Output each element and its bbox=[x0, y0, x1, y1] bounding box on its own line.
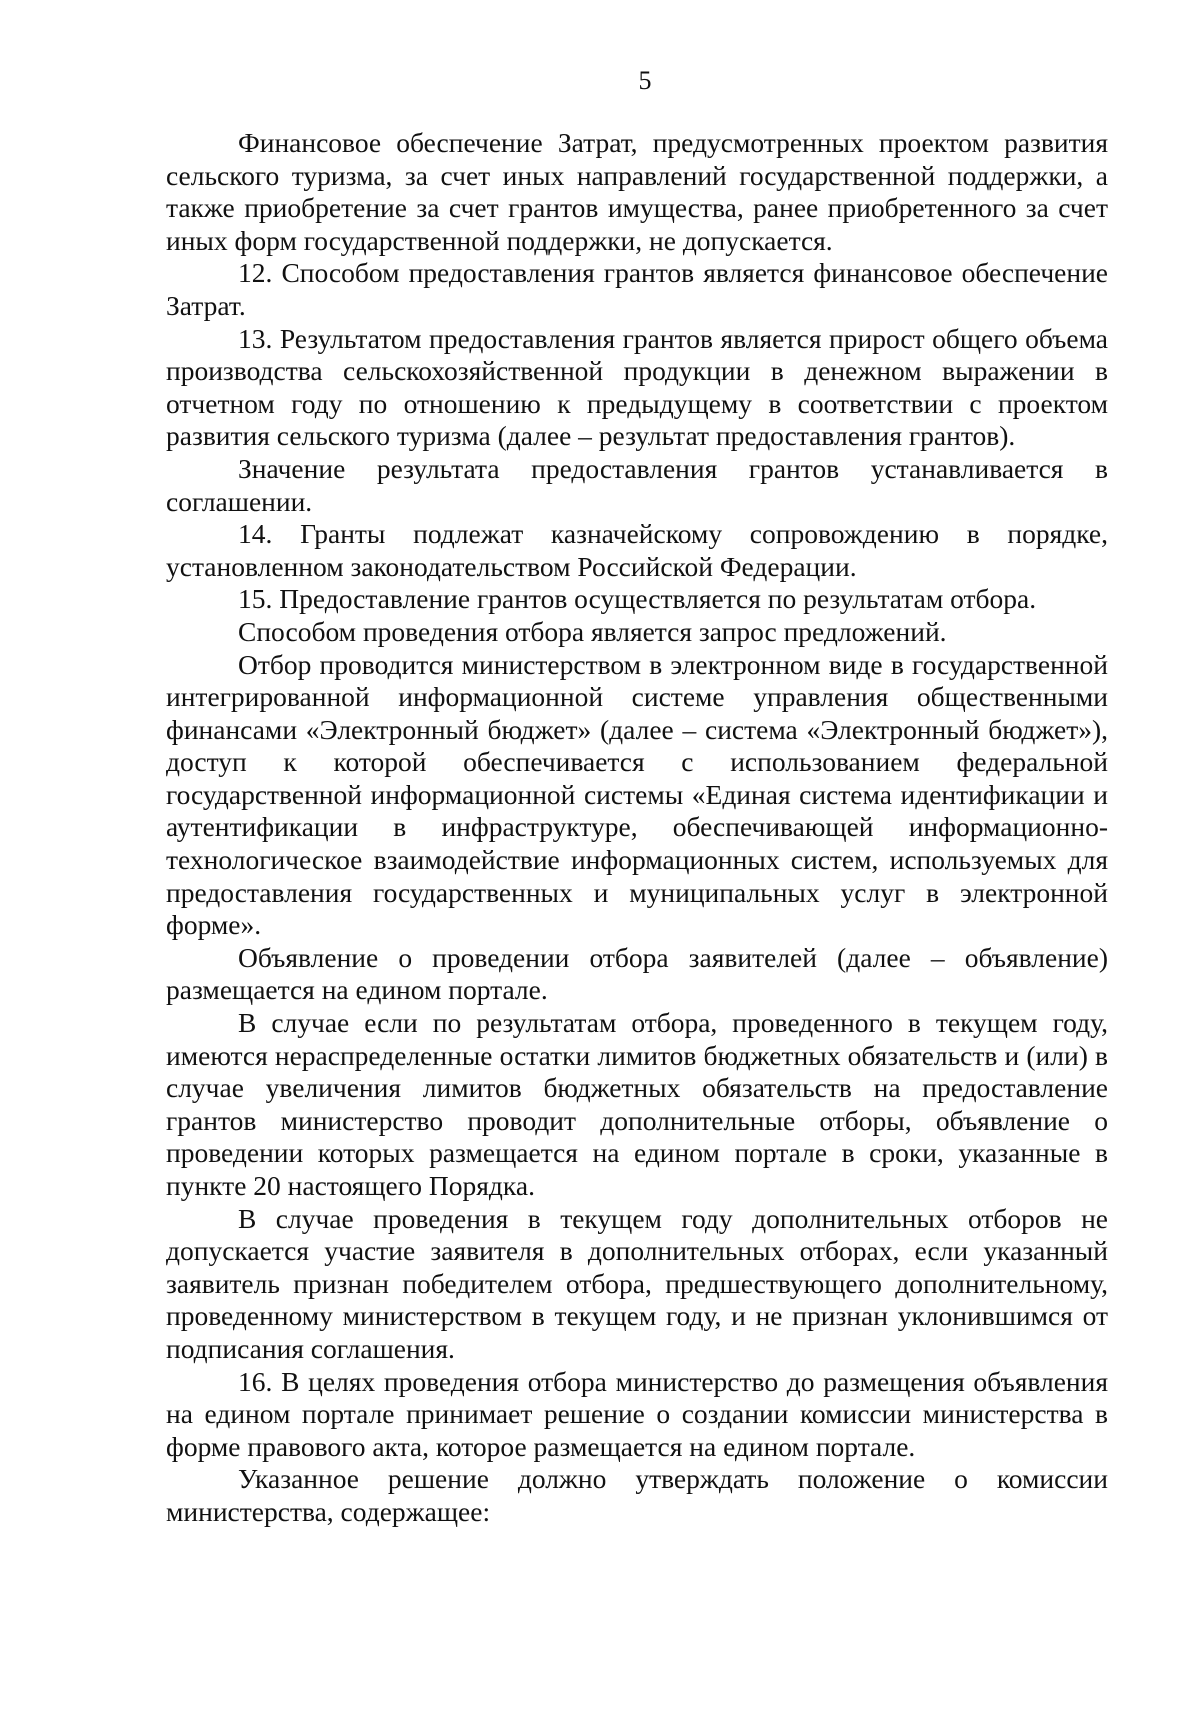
paragraph-financing-costs: Финансовое обеспечение Затрат, предусмотренных проектом развития сельского туризма, за счет иных направлений государственной поддержки, а также приобретение за счет грантов имущества, ранее приобретенного за счет иных форм государственной поддержки, не допускается. bbox=[166, 127, 1108, 256]
page-number: 5 bbox=[638, 66, 652, 95]
paragraph-selection-method: Способом проведения отбора является запрос предложений. bbox=[238, 615, 947, 647]
paragraph-14-treasury-support: 14. Гранты подлежат казначейскому сопровождению в порядке, установленном законодательством Российской Федерации. bbox=[166, 518, 1108, 582]
paragraph-13-grant-result: 13. Результатом предоставления грантов является прирост общего объема производства сельскохозяйственной продукции в денежном выражении в отчетном году по отношению к предыдущему в соответствии с проектом развития сельского туризма (далее – результат предоставления грантов). bbox=[166, 322, 1108, 452]
paragraph-15-selection: 15. Предоставление грантов осуществляется по результатам отбора. bbox=[238, 583, 1037, 615]
paragraph-16-commission: 16. В целях проведения отбора министерство до размещения объявления на едином портале принимает решение о создании комиссии министерства в форме правового акта, которое размещается на едином портале. bbox=[166, 1365, 1108, 1462]
paragraph-result-value: Значение результата предоставления грантов устанавливается в соглашении. bbox=[166, 452, 1108, 517]
paragraph-electronic-budget: Отбор проводится министерством в электронном виде в государственной интегрированной информационной системе управления общественными финансами «Электронный бюджет» (далее – система «Электронный бюджет»), доступ к которой обеспечивается с использованием федеральной государственной информационной системы «Единая система идентификации и аутентификации в инфраструктуре, обеспечивающей информационно-технологическое взаимодействие информационных систем, используемых для предоставления государственных и муниципальных услуг в электронной форме». bbox=[166, 648, 1108, 941]
paragraph-announcement: Объявление о проведении отбора заявителей (далее – объявление) размещается на едином портале. bbox=[166, 941, 1108, 1006]
paragraph-additional-selections: В случае если по результатам отбора, проведенного в текущем году, имеются нераспределенные остатки лимитов бюджетных обязательств и (или) в случае увеличения лимитов бюджетных обязательств на предоставление грантов министерство проводит дополнительные отборы, объявление о проведении которых размещается на едином портале в сроки, указанные в пункте 20 настоящего Порядка. bbox=[166, 1007, 1108, 1201]
document-body bbox=[166, 127, 1108, 1529]
paragraph-12-grant-method: 12. Способом предоставления грантов является финансовое обеспечение Затрат. bbox=[166, 257, 1108, 321]
paragraph-commission-regulation: Указанное решение должно утверждать положение о комиссии министерства, содержащее: bbox=[166, 1463, 1108, 1527]
paragraph-participation-restriction: В случае проведения в текущем году дополнительных отборов не допускается участие заявителя в дополнительных отборах, если указанный заявитель признан победителем отбора, предшествующего дополнительному, проведенному министерством в текущем году, и не признан уклонившимся от подписания соглашения. bbox=[166, 1202, 1108, 1364]
